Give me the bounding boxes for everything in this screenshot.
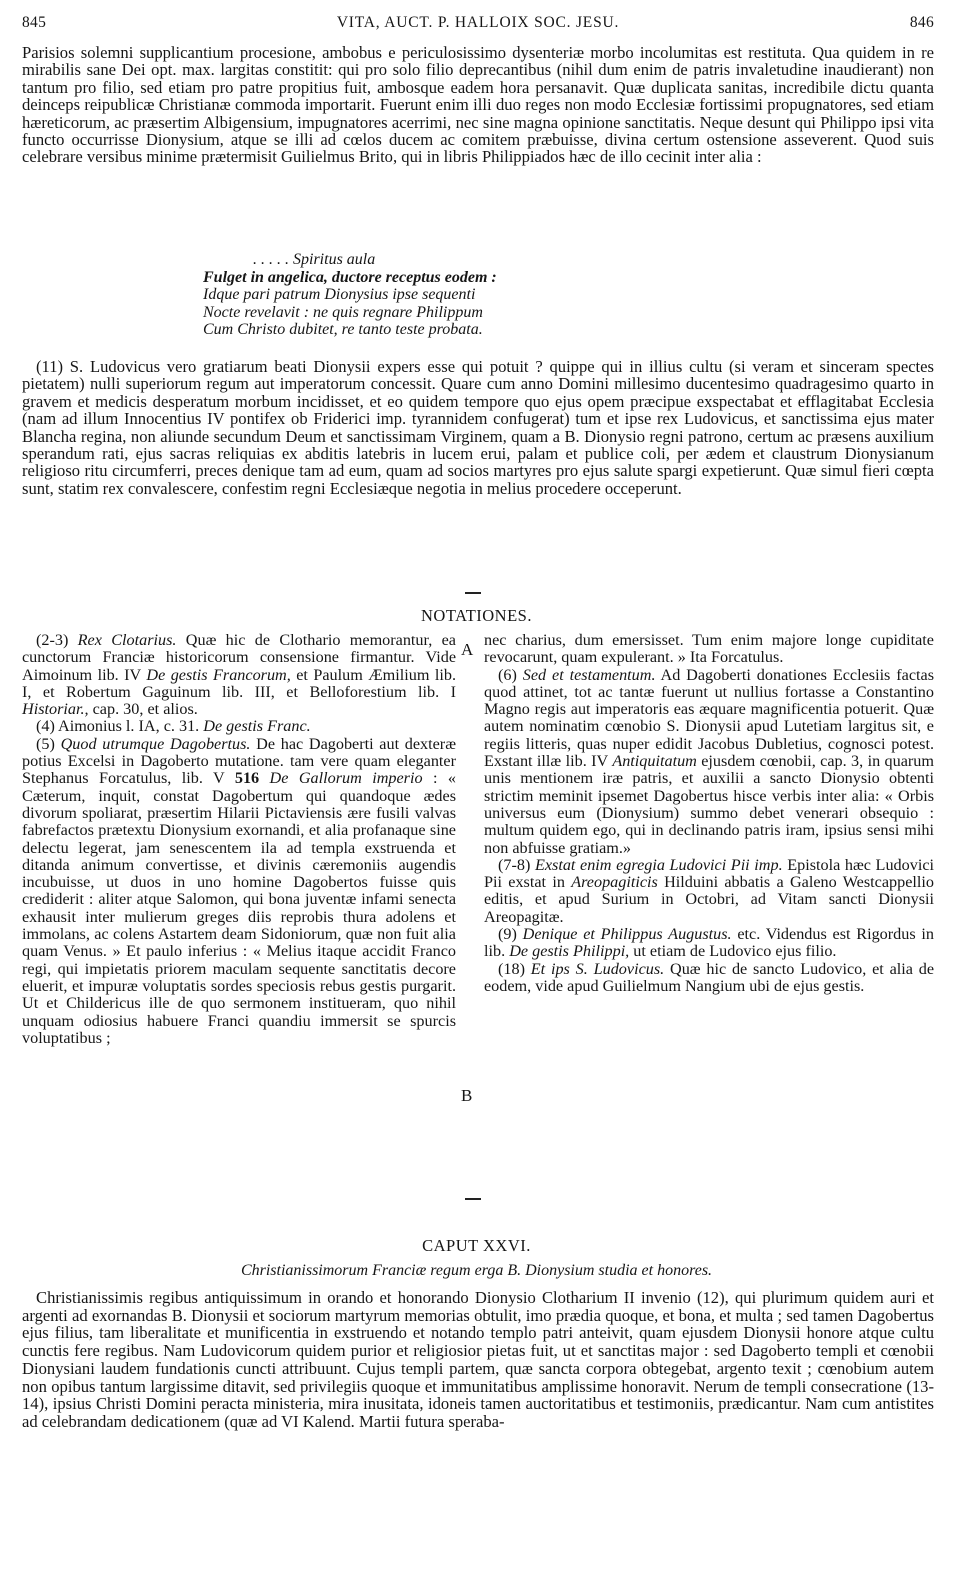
notes-column-right xyxy=(484,632,934,995)
note-ref: (18) xyxy=(498,959,531,978)
section-divider xyxy=(465,1198,481,1200)
notes-column-left xyxy=(22,632,456,1047)
note-ref: (5) xyxy=(36,734,61,753)
intro-text: Parisios solemni supplicantium procesione, ambobus e periculosissimo dysenteriæ morbo incolumitas est restituta. Qua quidem in re mirabilis sane Dei opt. max. largitas constitit: qui pro solo filio deprecantibus (nihil dum enim de patris invaletudine inaudierant) non tantum pro filio, sed etiam pro patre propitius fuit, ambosque eadem hora persanavit. Quæ duplicata sanitas, incredibile dictu quanta deinceps reipublicæ Christianæ commoda importarit. Fuerunt enim illi duo reges non modo Ecclesiæ fortissimi propugnatores, sed etiam hæreticorum, ac præsertim Albigensium, impugnatores acerrimi, nec sine magna opinione sanctitatis. Neque desunt qui Philippo ipsi vita functo occurrisse Dionysium, atque se illi ad cœlos ducem ac comitem præbuisse, divina certum ostensione asseverent. Quod suis celebrare versibus minime prætermisit Guilielmus Brito, qui in libris Philippiados hæc de illo cecinit inter alia : xyxy=(22,43,934,167)
note-italic-title: Historiar., xyxy=(22,700,89,719)
poem-line: Cum Christo dubitet, re tanto teste probata. xyxy=(203,321,483,338)
note-italic-title: De Gallorum imperio xyxy=(259,769,423,788)
page-number-left: 845 xyxy=(22,14,47,31)
note-ref: (7-8) xyxy=(498,855,535,874)
paragraph-11-text: (11) S. Ludovicus vero gratiarum beati Dionysii expers esse qui potuit ? quippe qui in illius cultu (si veram et sinceram spectes pietatem) nulli superiorum regum aut imperatorum concessit. Quare cum anno Domini millesimo ducentesimo quadragesimo quarto in gravem et medicis desperatum morbum incidisset, et eo quidem tempore quo ejus opem præcipue exspectabat et efflagitabat Ecclesia (nam ad illum Innocentius IV pontifex ob Friderici imp. tyrannidem confugerat) tum et ipse rex Ludovicus, et sanctissima ejus mater Blancha regina, non aliunde secundum Deum et sanctissimam Virginem, quam a B. Dionysio regni patrono, certum ac præsens auxilium sperandum rati, ejus sacras reliquias ex abditis latebris in lucem erui, palam et publice coli, per ædem et claustrum Dionysianum religioso ritu circumferri, preces denique tam ad eum, quam ad socios martyres pro ejus salute spargi expetierunt. Quæ simul fieri cœpta sunt, statim rex convalescere, confestim regni Ecclesiæque negotia in melius procedere occeperunt. xyxy=(22,357,934,498)
note-bold-number: 516 xyxy=(234,769,260,788)
note-italic-title: De gestis Philippi, xyxy=(509,942,630,961)
note-text: De hac Dagoberti aut dexteræ potius Excelsi in Dagoberto mutatione. tam vere quam eleganter Stephanus Forcatulus, lib. V xyxy=(22,734,456,788)
note-lemma: Exstat enim egregia Ludovici Pii imp. xyxy=(534,855,783,874)
section-divider xyxy=(465,592,481,594)
note-left-1 xyxy=(22,718,456,735)
poem-line: Nocte revelavit : ne quis regnare Philippum xyxy=(203,303,483,321)
chapter-text: Christianissimis regibus antiquissimum in orando et honorando Dionysio Clotharium II invenio (12), qui plurimum quidem auri et argenti ad exornandas B. Dionysii et sociorum martyrum memorias obtulit, imo prædia quoque, et bona, et multa ; sed tamen Dagobertus ejus filius, tam liberalitate et munificentia in exstruendo et notando templo patri anteivit, quam ejusdem Dionysii honore atque cultu cunctis fere regibus. Nam Ludovicorum quidem purior et religiosior pietas fuit, ut et sanctitas major : sed Dagoberto templi et cœnobii Dionysiani laudem fundationis cuncti attribuunt. Cujus templi partem, quæ sancta corpora obtegebat, argento texit ; cœnobium autem non opibus tantum largissime ditavit, sed privilegiis quoque et immunitatibus amplissime honoravit. Nerum de templi consecratione (13-14), ipsius Christi Domini peracta ministeria, mira inusitata, idoneis tamen auctoritatibus et testimoniis, prædicantur. Nam cum antistites ad celebrandam dedicationem (quæ ad VI Kalend. Martii futura speraba- xyxy=(22,1288,934,1431)
notationes-heading: NOTATIONES. xyxy=(421,606,532,625)
running-header xyxy=(22,14,934,40)
note-right-1 xyxy=(484,667,934,857)
note-text: Quæ hic de Clothario memorantur, ea cunctorum Franciæ historicorum consensione firmantur. Vide Aimoinum lib. IV xyxy=(22,631,456,684)
page-number-right: 846 xyxy=(909,14,934,31)
poem-line: Fulget in angelica, ductore receptus eodem : xyxy=(203,268,497,286)
note-right-4 xyxy=(484,961,934,996)
column-marker-b: B xyxy=(461,1086,473,1105)
chapter-subtitle: Christianissimorum Franciæ regum erga B. Dionysium studia et honores. xyxy=(240,1262,713,1279)
chapter-heading: CAPUT XXVI. xyxy=(422,1236,531,1255)
intro-paragraph xyxy=(22,44,934,166)
running-title: VITA, AUCT. P. HALLOIX SOC. JESU. xyxy=(336,14,620,31)
note-left-2 xyxy=(22,736,456,1047)
note-lemma: Sed et testamentum. xyxy=(522,665,656,684)
note-italic-title: De gestis Francorum, xyxy=(146,665,291,684)
poem-quotation xyxy=(203,251,623,339)
note-lemma: Rex Clotarius. xyxy=(77,631,177,649)
poem-line: Idque pari patrum Dionysius ipse sequenti xyxy=(203,286,476,303)
note-ref: (9) xyxy=(498,925,523,944)
note-text: Quæ hic de sancto Ludovico, et alia de eodem, vide apud Guilielmum Nangium ubi de ejus gestis. xyxy=(484,959,935,995)
note-text: Epistola hæc Ludovici Pii exstat in xyxy=(484,855,935,892)
note-text: nec charius, dum emersisset. Tum enim majore longe cupiditate revocarunt, quam expulerant. » Ita Forcatulus. xyxy=(484,631,934,667)
note-italic-title: Antiquitatum xyxy=(612,752,697,771)
note-text: Hilduini abbatis a Galeno Westcappellio editis, et apud Surium in Octobri, ad Vitam sancti Dionysii Areopagitæ. xyxy=(484,873,934,926)
note-text: cap. 30, et alios. xyxy=(88,700,198,719)
note-lemma: Et ips S. Ludovicus. xyxy=(530,959,665,978)
note-ref: (6) xyxy=(498,665,523,684)
note-lemma: Denique et Philippus Augustus. xyxy=(522,925,732,944)
note-ref: (4) xyxy=(36,717,59,736)
note-text: et Paulum Æmilium lib. I, et Robertum Gaguinum lib. III, et Belloforestium lib. I xyxy=(22,665,456,701)
note-lemma: Quod utrumque Dagobertus. xyxy=(60,734,251,753)
chapter-paragraph xyxy=(22,1289,934,1431)
note-italic-title: Areopagiticis xyxy=(571,873,658,892)
note-text: ejusdem cœnobii, cap. 3, in quarum unis mentionem iræ patris, et auxilii a sancto Dionysio obtenti strictim meminit ipsemet Dagobertus hisce verbis inter alia: « Orbis universus eum (Dionysium) summo debet venerari obsequio : multum quidem ego, qui in declinando patris iram, ipsius sensi mihi non abfuisse gratiam.» xyxy=(484,752,934,857)
note-right-0 xyxy=(484,632,934,667)
note-text: etc. Videndus est Rigordus in lib. xyxy=(484,925,934,961)
note-ref: (2-3) xyxy=(36,631,78,649)
paragraph-11 xyxy=(22,358,934,497)
note-text: Aimonius l. IA, c. 31. xyxy=(58,717,204,736)
note-left-0 xyxy=(22,632,456,718)
poem-line: . . . . . Spiritus aula xyxy=(253,251,376,268)
note-right-3 xyxy=(484,926,934,961)
note-right-2 xyxy=(484,857,934,926)
column-marker-a: A xyxy=(461,640,474,659)
note-text: Ad Dagoberti donationes Ecclesiis factas quod attinet, tot ac tantæ fuerunt ut nullius fortasse a Constantino Magno regis aut imperatoris eas æquare magnificentia potuerit. Quæ autem nominatim cœnobio S. Dionysii apud Lutetiam largitus sit, e regiis litteris, quas nuper edidit Jacobus Dubletius, cognosci potest. Exstant illæ lib. IV xyxy=(484,665,934,771)
note-text: : « Cæterum, inquit, constat Dagobertum qui quandoque ædes divorum spoliarat, præsertim Hilarii Pictaviensis ære fusili valvas fabrefactos prætextu Dionysium exornandi, et alia profanaque sine delectu legerat, jam senescentem ila ad templa exstruenda et ditanda animum convertisse, et divinis cæremoniis augendis incubuisse, ut duos in uno homine Dagobertos fuisse quis crediderit : aliter atque Salomon, qui bona juventæ infami senecta exhausit inter mulierum greges diis reprobis thura adolens et immolans, ac colens Astartem deam Sidoniorum, quæ non fuit alia quam Venus. » Et paulo inferius : « Melius itaque accidit Franco regi, qui impietatis priorem maculam sequente sanctitatis decore eluerit, et impuræ voluptatis sordes speciosis rebus gestis purgarit. Ut et Childericus ille de quo sermonem instituеram, quo nihil unquam odiosius habuere Franci quandiu immersit se spurcis voluptatibus ; xyxy=(22,769,457,1047)
note-italic-title: De gestis Franc. xyxy=(203,717,311,736)
note-text: ut etiam de Ludovico ejus filio. xyxy=(629,942,837,961)
